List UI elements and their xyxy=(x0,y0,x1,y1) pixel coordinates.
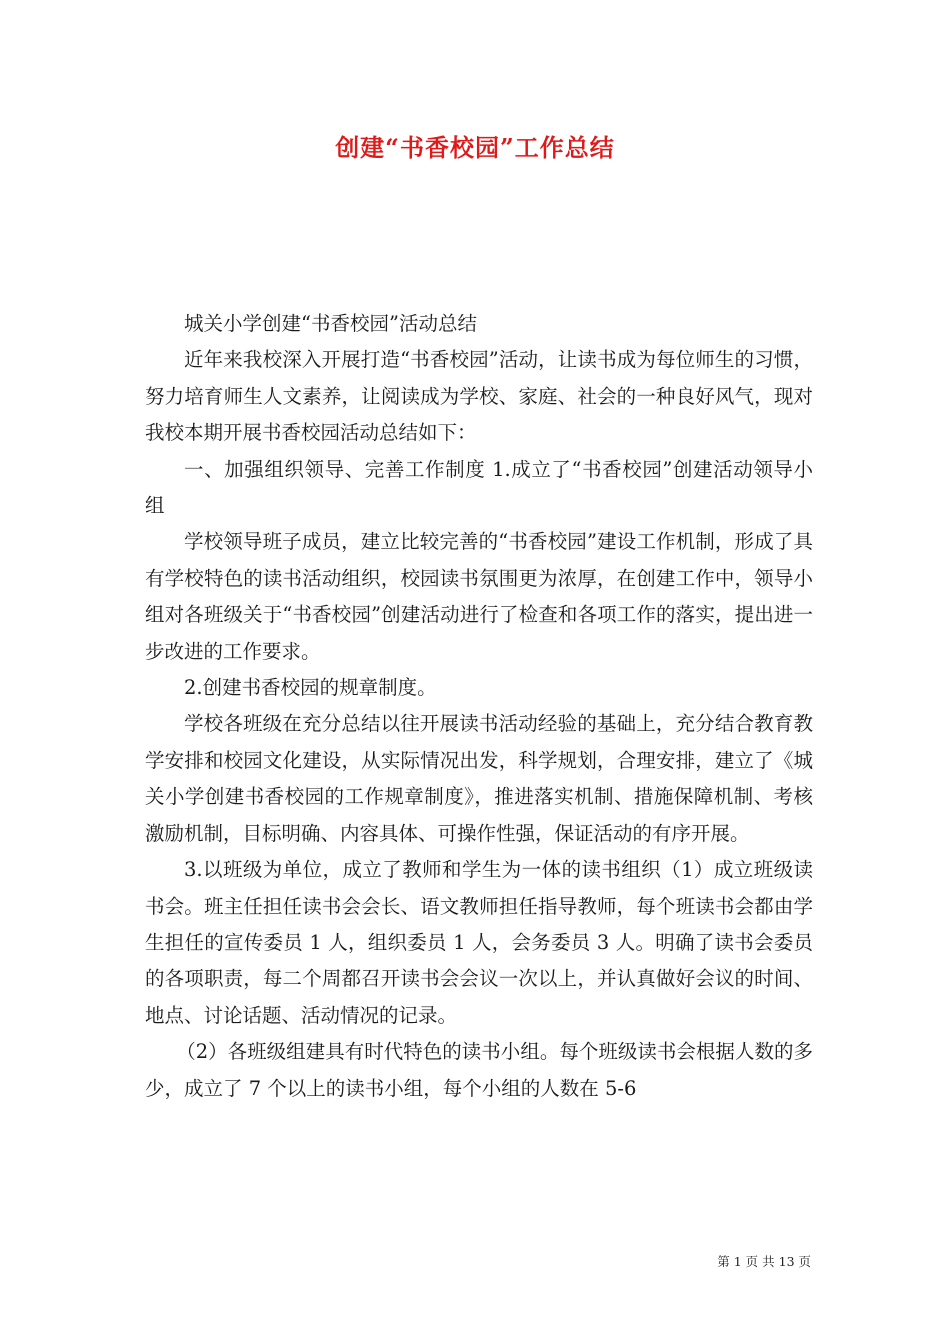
paragraph-subtitle: 城关小学创建“书香校园”活动总结 xyxy=(184,312,477,335)
paragraph-section-1-heading: 一、加强组织领导、完善工作制度 1.成立了“书香校园”创建活动领导小组 xyxy=(145,457,813,518)
paragraph-intro: 近年来我校深入开展打造“书香校园”活动，让读书成为每位师生的习惯，努力培育师生人文素养，让阅读成为学校、家庭、社会的一种良好风气，现对我校本期开展书香校园活动总结如下： xyxy=(145,348,813,445)
paragraph-leadership: 学校领导班子成员，建立比较完善的“书香校园”建设工作机制，形成了具有学校特色的读书活动组织，校园读书氛围更为浓厚，在创建工作中，领导小组对各班级关于“书香校园”创建活动进行了检查和各项工作的落实，提出进一步改进的工作要求。 xyxy=(145,530,813,663)
paragraph-reading-groups: （2）各班级组建具有时代特色的读书小组。每个班级读书会根据人数的多少，成立了 7 个以上的读书小组，每个小组的人数在 5-6 xyxy=(145,1040,813,1100)
paragraph-rules: 学校各班级在充分总结以往开展读书活动经验的基础上，充分结合教育教学安排和校园文化建设，从实际情况出发，科学规划，合理安排，建立了《城关小学创建书香校园的工作规章制度》，推进落实机制、措施保障机制、考核激励机制，目标明确、内容具体、可操作性强，保证活动的有序开展。 xyxy=(145,712,813,845)
page-title: 创建“书香校园”工作总结 xyxy=(335,133,615,162)
document-body xyxy=(145,306,813,1107)
page-number: 第 1 页 共 13 页 xyxy=(717,1254,811,1269)
paragraph-class-organization: 3.以班级为单位，成立了教师和学生为一体的读书组织（1）成立班级读书会。班主任担任读书会会长、语文教师担任指导教师，每个班读书会都由学生担任的宣传委员 1 人，组织委员 1 人，会务委员 3 人。明确了读书会委员的各项职责，每二个周都召开读书会会议一次以上，并认真做好会议的时间、地点、讨论话题、活动情况的记录。 xyxy=(145,858,813,1027)
paragraph-rules-heading: 2.创建书香校园的规章制度。 xyxy=(184,676,437,700)
